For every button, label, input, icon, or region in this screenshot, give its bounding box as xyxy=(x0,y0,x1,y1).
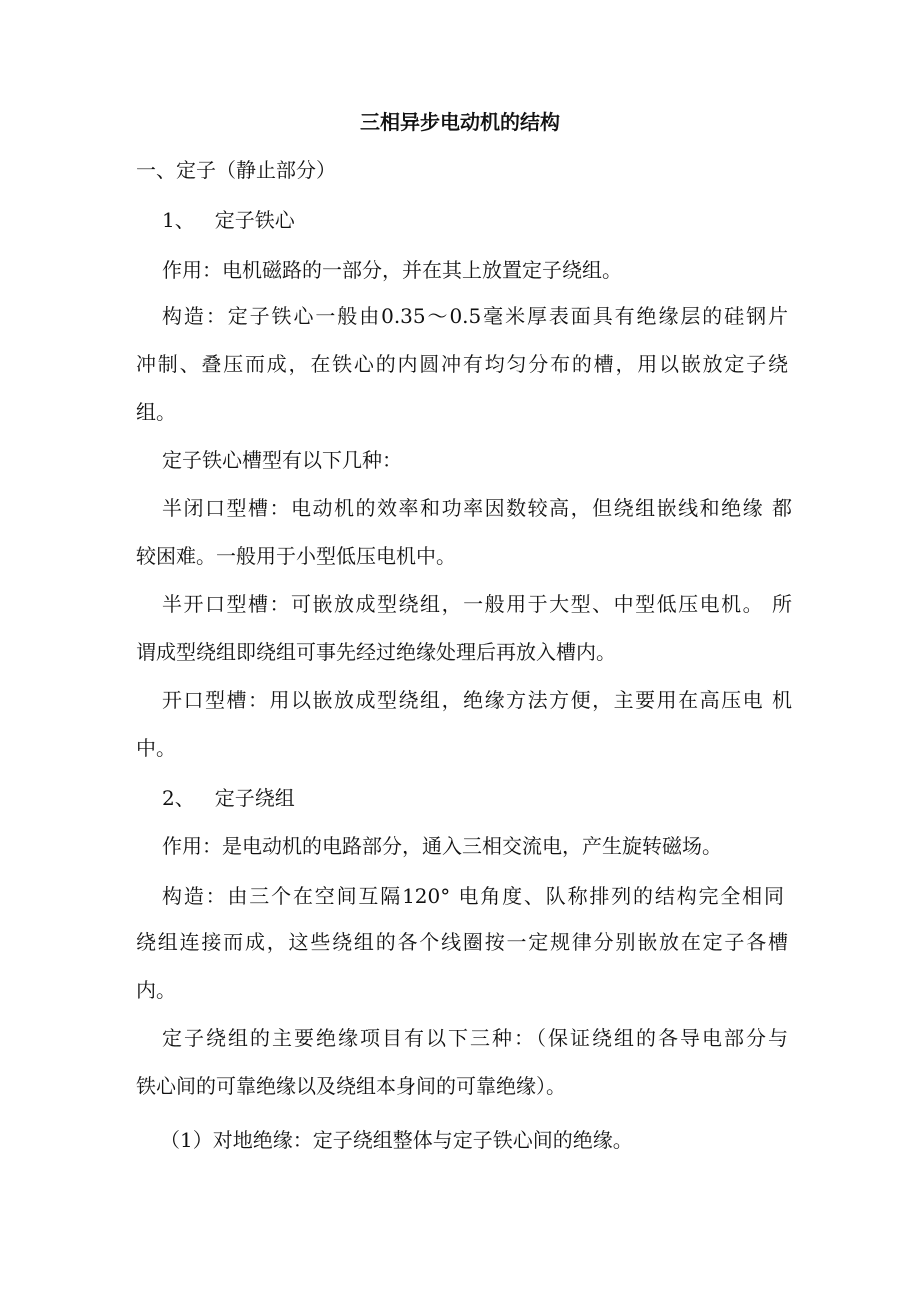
paragraph-core-structure-line3: 组。 xyxy=(136,400,176,424)
document-title: 三相异步电动机的结构 xyxy=(360,110,560,134)
subsection-title: 定子铁心 xyxy=(214,208,295,232)
paragraph-winding-structure-line1: 构造：由三个在空间互隔120° 电角度、队称排列的结构完全相同 xyxy=(162,884,784,908)
paragraph-core-structure-line2: 冲制、叠压而成，在铁心的内圆冲有均匀分布的槽，用以嵌放定子绕 xyxy=(136,352,788,376)
list-item-ground-insulation: （1）对地绝缘：定子绕组整体与定子铁心间的绝缘。 xyxy=(160,1128,633,1152)
subsection-number: 2、 xyxy=(162,786,195,810)
paragraph-core-structure-line1: 构造：定子铁心一般由0.35～0.5毫米厚表面具有绝缘层的硅钢片 xyxy=(162,304,788,328)
subsection-heading-stator-core xyxy=(162,206,295,234)
subsection-heading-stator-winding xyxy=(162,784,295,812)
paragraph-insulation-line1: 定子绕组的主要绝缘项目有以下三种：（保证绕组的各导电部分与 xyxy=(162,1026,788,1050)
paragraph-winding-function: 作用：是电动机的电路部分，通入三相交流电，产生旋转磁场。 xyxy=(162,834,722,858)
paragraph-winding-structure-line3: 内。 xyxy=(136,978,176,1002)
section-heading-stator: 一、定子（静止部分） xyxy=(136,158,336,182)
paragraph-core-function: 作用：电机磁路的一部分，并在其上放置定子绕组。 xyxy=(162,258,622,282)
paragraph-half-closed-line1: 半闭口型槽：电动机的效率和功率因数较高，但绕组嵌线和绝缘 都 xyxy=(162,496,792,520)
paragraph-open-slot-line2: 中。 xyxy=(136,736,176,760)
subsection-number: 1、 xyxy=(162,208,195,232)
paragraph-open-slot-line1: 开口型槽：用以嵌放成型绕组，绝缘方法方便，主要用在高压电 机 xyxy=(162,688,792,712)
paragraph-half-open-line1: 半开口型槽：可嵌放成型绕组，一般用于大型、中型低压电机。 所 xyxy=(162,592,792,616)
paragraph-slot-types-intro: 定子铁心槽型有以下几种： xyxy=(162,448,402,472)
paragraph-insulation-line2: 铁心间的可靠绝缘以及绕组本身间的可靠绝缘）。 xyxy=(136,1074,566,1098)
paragraph-half-open-line2: 谓成型绕组即绕组可事先经过绝缘处理后再放入槽内。 xyxy=(136,640,616,664)
subsection-title: 定子绕组 xyxy=(214,786,295,810)
paragraph-half-closed-line2: 较困难。一般用于小型低压电机中。 xyxy=(136,544,456,568)
paragraph-winding-structure-line2: 绕组连接而成，这些绕组的各个线圈按一定规律分别嵌放在定子各槽 xyxy=(136,930,788,954)
